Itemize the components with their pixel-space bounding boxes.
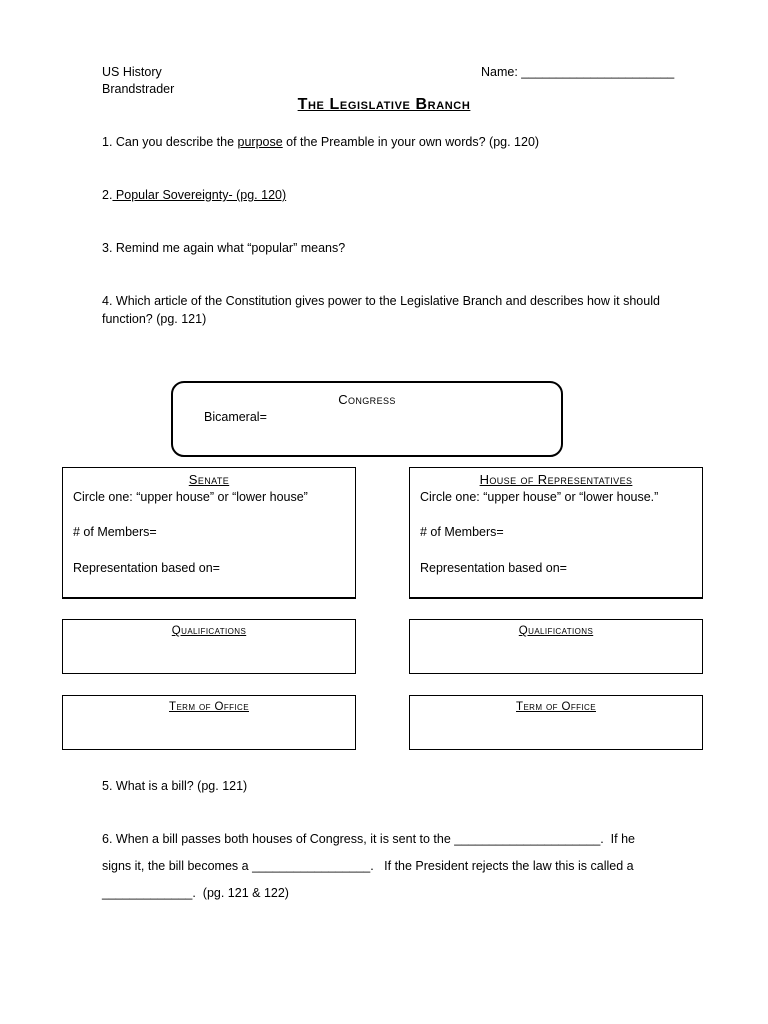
page-title: The Legislative Branch [297, 96, 471, 113]
congress-title: Congress [338, 392, 396, 407]
senate-term-box [62, 695, 356, 750]
house-qualifications-title: Qualifications [518, 625, 594, 637]
question-6-line-2: signs it, the bill becomes a _________________. If the President rejects the law this is called a [102, 859, 634, 873]
senate-box [62, 467, 356, 599]
teacher-name: Brandstrader [102, 82, 175, 96]
senate-qualifications-box [62, 619, 356, 674]
house-box [409, 467, 703, 599]
senate-title: Senate [188, 472, 230, 487]
student-name-field[interactable]: Name: ______________________ [481, 65, 675, 79]
question-6-line-1: 6. When a bill passes both houses of Congress, it is sent to the _____________________. If he [102, 832, 636, 846]
question-4: 4. Which article of the Constitution gives power to the Legislative Branch and describes how it should function? (pg. 121) [102, 294, 660, 326]
senate-qualifications-title: Qualifications [171, 625, 247, 637]
question-2-text: Popular Sovereignty- (pg. 120) [112, 188, 287, 202]
house-circle-one: Circle one: “upper house” or “lower house.” [420, 490, 659, 504]
senate-circle-one: Circle one: “upper house” or “lower house” [73, 490, 308, 504]
bicameral-label: Bicameral= [204, 410, 267, 424]
house-qualifications-box [409, 619, 703, 674]
question-3: 3. Remind me again what “popular” means? [102, 241, 346, 255]
question-2 [102, 187, 286, 203]
house-title: House of Representatives [479, 472, 633, 487]
congress-box [171, 381, 563, 457]
question-2-number: 2. [102, 188, 113, 202]
house-representation: Representation based on= [420, 561, 567, 575]
house-term-box [409, 695, 703, 750]
question-1-lead: 1. Can you describe the [102, 135, 238, 149]
question-6-line-3: _____________. (pg. 121 & 122) [102, 886, 289, 900]
course-name: US History [102, 65, 162, 79]
question-1-keyword: purpose [237, 135, 283, 149]
question-5: 5. What is a bill? (pg. 121) [102, 779, 248, 793]
question-1 [102, 134, 539, 150]
house-members: # of Members= [420, 525, 504, 539]
house-term-title: Term of Office [516, 701, 596, 713]
senate-members: # of Members= [73, 525, 157, 539]
senate-representation: Representation based on= [73, 561, 220, 575]
senate-term-title: Term of Office [169, 701, 249, 713]
question-1-rest: of the Preamble in your own words? (pg. 120) [282, 135, 540, 149]
